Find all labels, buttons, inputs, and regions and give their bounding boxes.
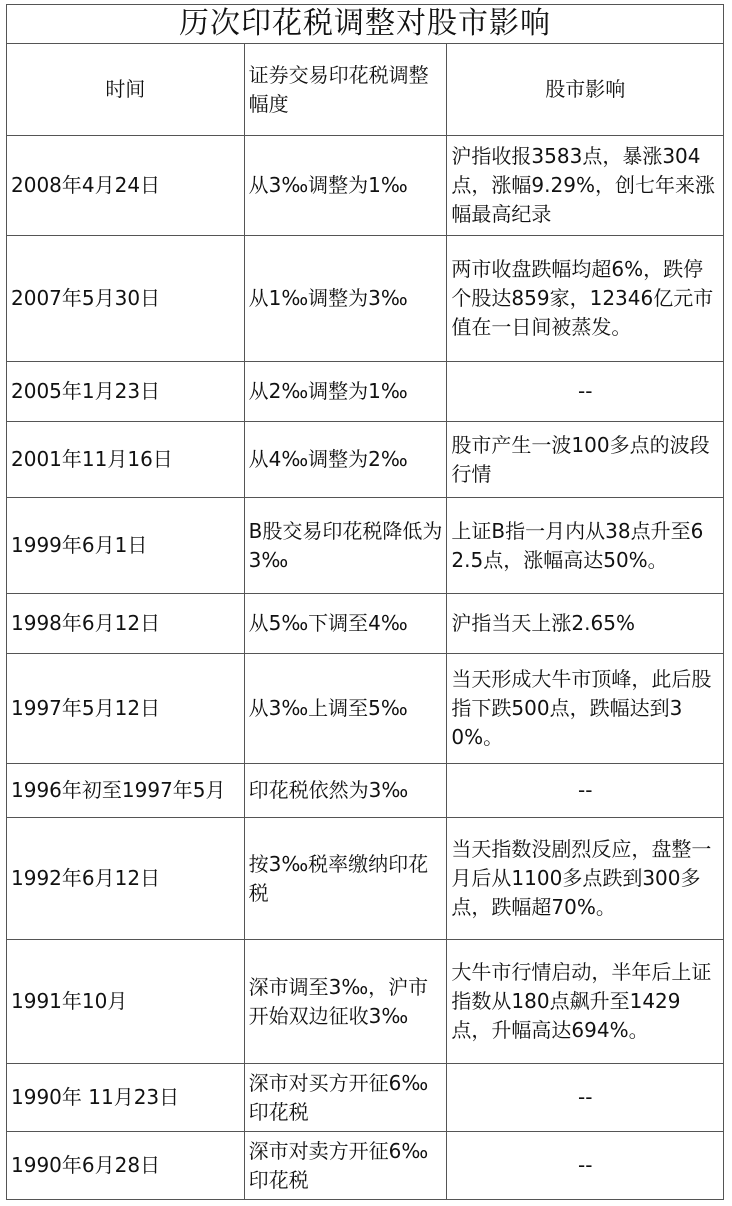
header-row [7, 44, 724, 136]
table-row [7, 764, 724, 818]
cell-effect: 股市产生一波100多点的波段行情 [447, 422, 724, 498]
cell-effect: -- [447, 362, 724, 422]
table-title: 历次印花税调整对股市影响 [7, 5, 724, 44]
cell-adjust: 印花税依然为3‰ [244, 764, 447, 818]
cell-effect: 上证B指一月内从38点升至62.5点，涨幅高达50%。 [447, 498, 724, 594]
cell-adjust: 从5‰下调至4‰ [244, 594, 447, 654]
header-effect: 股市影响 [447, 44, 724, 136]
cell-effect: 两市收盘跌幅均超6%，跌停个股达859家，12346亿元市值在一日间被蒸发。 [447, 236, 724, 362]
table-row [7, 940, 724, 1064]
table-row [7, 1064, 724, 1132]
cell-adjust: 从4‰调整为2‰ [244, 422, 447, 498]
cell-effect: 沪指收报3583点，暴涨304点，涨幅9.29%，创七年来涨幅最高纪录 [447, 136, 724, 236]
cell-time: 1990年6月28日 [7, 1132, 245, 1200]
cell-time: 2008年4月24日 [7, 136, 245, 236]
table-row [7, 498, 724, 594]
cell-effect: 大牛市行情启动，半年后上证指数从180点飙升至1429点，升幅高达694%。 [447, 940, 724, 1064]
header-adjust: 证券交易印花税调整幅度 [244, 44, 447, 136]
cell-time: 1996年初至1997年5月 [7, 764, 245, 818]
cell-adjust: 从3‰调整为1‰ [244, 136, 447, 236]
cell-effect: 沪指当天上涨2.65% [447, 594, 724, 654]
cell-time: 1991年10月 [7, 940, 245, 1064]
table-row [7, 594, 724, 654]
cell-adjust: 从2‰调整为1‰ [244, 362, 447, 422]
cell-adjust: 从3‰上调至5‰ [244, 654, 447, 764]
cell-effect: 当天指数没剧烈反应，盘整一月后从1100多点跌到300多点，跌幅超70%。 [447, 818, 724, 940]
cell-time: 2001年11月16日 [7, 422, 245, 498]
cell-time: 1997年5月12日 [7, 654, 245, 764]
cell-adjust: B股交易印花税降低为3‰ [244, 498, 447, 594]
table-row [7, 362, 724, 422]
cell-time: 1990年 11月23日 [7, 1064, 245, 1132]
cell-time: 2007年5月30日 [7, 236, 245, 362]
cell-time: 1999年6月1日 [7, 498, 245, 594]
table-row [7, 236, 724, 362]
header-time: 时间 [7, 44, 245, 136]
table-row [7, 136, 724, 236]
cell-adjust: 按3‰税率缴纳印花税 [244, 818, 447, 940]
table-row [7, 1132, 724, 1200]
table-row [7, 654, 724, 764]
table-row [7, 422, 724, 498]
cell-adjust: 深市对卖方开征6‰印花税 [244, 1132, 447, 1200]
cell-effect: -- [447, 1064, 724, 1132]
cell-effect: -- [447, 764, 724, 818]
cell-effect: -- [447, 1132, 724, 1200]
stamp-tax-table [6, 4, 724, 1200]
title-row [7, 5, 724, 44]
cell-time: 2005年1月23日 [7, 362, 245, 422]
cell-adjust: 深市对买方开征6‰印花税 [244, 1064, 447, 1132]
cell-adjust: 深市调至3‰，沪市开始双边征收3‰ [244, 940, 447, 1064]
table-row [7, 818, 724, 940]
cell-effect: 当天形成大牛市顶峰，此后股指下跌500点，跌幅达到30%。 [447, 654, 724, 764]
cell-time: 1992年6月12日 [7, 818, 245, 940]
cell-adjust: 从1‰调整为3‰ [244, 236, 447, 362]
cell-time: 1998年6月12日 [7, 594, 245, 654]
